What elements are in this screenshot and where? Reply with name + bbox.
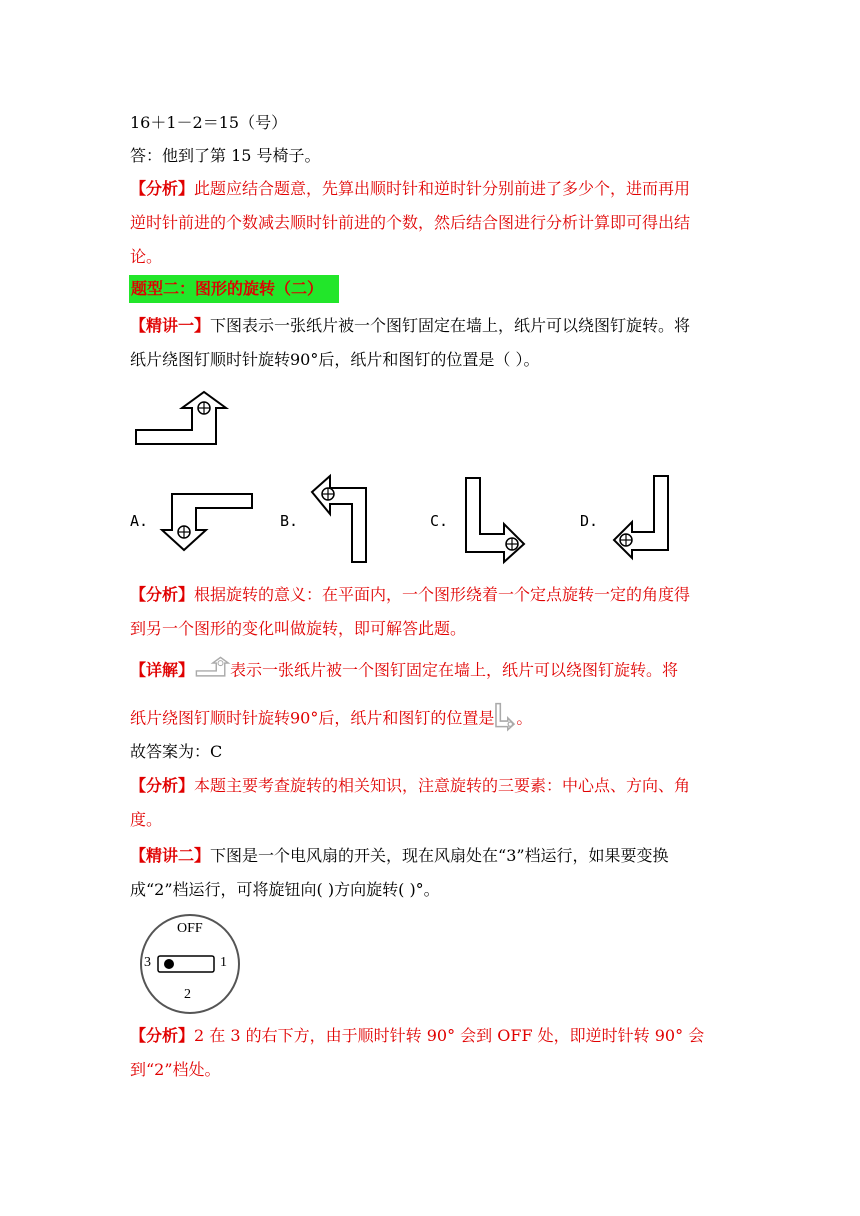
fan-label-2: 2 [184, 987, 191, 1002]
lecture1-text1: 下图表示一张纸片被一个图钉固定在墙上，纸片可以绕图钉旋转。将 [210, 316, 691, 335]
analysis4-text1: 2 在 3 的右下方，由于顺时针转 90° 会到 OFF 处，即逆时针转 90° 会 [194, 1026, 705, 1045]
calc-line: 16＋1－2＝15（号） [130, 113, 288, 132]
option-c-label: C. [430, 512, 449, 530]
analysis1-tag: 【分析】 [130, 179, 195, 198]
analysis3-text1: 本题主要考查旋转的相关知识，注意旋转的三要素：中心点、方向、角 [194, 776, 691, 795]
fan-label-3: 3 [144, 955, 151, 970]
option-d-figure[interactable] [610, 474, 676, 566]
detail-line1 [130, 660, 678, 682]
option-b-label: B. [280, 512, 299, 530]
analysis4-line1 [130, 1026, 704, 1046]
fan-label-1: 1 [220, 955, 227, 970]
option-b-figure[interactable] [308, 476, 372, 566]
detail-text2: 纸片绕图钉顺时针旋转90°后，纸片和图钉的位置是 [130, 708, 495, 728]
detail-line2 [130, 705, 532, 733]
answer-c-thumbnail [494, 703, 516, 731]
lecture2-text1: 下图是一个电风扇的开关，现在风扇处在“3”档运行，如果要变换 [210, 846, 669, 865]
analysis3-tag: 【分析】 [130, 776, 195, 795]
section-heading: 题型二：图形的旋转（二） [131, 279, 324, 298]
analysis2-text1: 根据旋转的意义：在平面内，一个图形绕着一个定点旋转一定的角度得 [194, 585, 691, 604]
analysis2-tag: 【分析】 [130, 585, 195, 604]
lecture2-tag: 【精讲二】 [130, 846, 211, 865]
detail-tag: 【详解】 [130, 660, 195, 680]
analysis1-line1 [130, 179, 690, 199]
analysis3-line2: 度。 [130, 810, 163, 829]
answer-line: 答：他到了第 15 号椅子。 [130, 146, 321, 165]
lecture1-line1 [130, 316, 690, 336]
analysis2-line1 [130, 585, 690, 605]
option-a-label: A. [130, 512, 149, 530]
fan-label-off: OFF [177, 921, 203, 936]
analysis4-line2: 到“2”档处。 [130, 1060, 221, 1079]
option-c-figure[interactable] [460, 476, 530, 566]
original-paper-figure [130, 388, 230, 450]
analysis1-line2: 逆时针前进的个数减去顺时针前进的个数，然后结合图进行分析计算即可得出结 [130, 213, 691, 232]
lecture2-line1 [130, 846, 669, 866]
knob-indicator-dot [164, 959, 174, 969]
lecture1-tag: 【精讲一】 [130, 316, 211, 335]
detail-text1: 表示一张纸片被一个图钉固定在墙上，纸片可以绕图钉旋转。将 [230, 660, 679, 680]
lecture2-line2: 成“2”档运行，可将旋钮向( )方向旋转( )°。 [130, 880, 440, 899]
analysis3-line1 [130, 776, 690, 796]
analysis4-tag: 【分析】 [130, 1026, 195, 1045]
option-a-figure[interactable] [160, 492, 256, 554]
final-answer: 故答案为：C [130, 742, 223, 761]
detail-text2-end: 。 [516, 708, 533, 728]
analysis1-line3: 论。 [130, 247, 163, 266]
option-d-label: D. [580, 512, 599, 530]
analysis2-line2: 到另一个图形的变化叫做旋转，即可解答此题。 [130, 619, 467, 638]
lecture1-line2: 纸片绕图钉顺时针旋转90°后，纸片和图钉的位置是（ ）。 [130, 350, 540, 369]
analysis1-text1: 此题应结合题意，先算出顺时针和逆时针分别前进了多少个，进而再用 [194, 179, 691, 198]
original-paper-thumbnail [194, 656, 230, 678]
